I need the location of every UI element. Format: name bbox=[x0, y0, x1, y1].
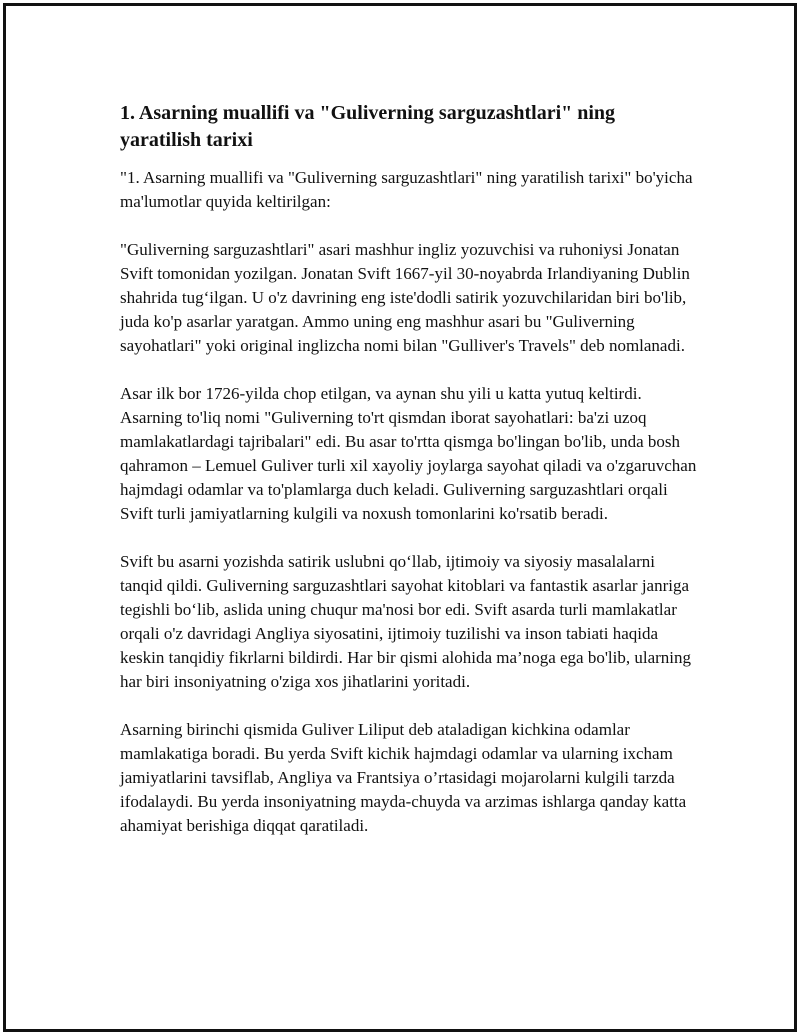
document-body bbox=[120, 100, 700, 862]
paragraph-satire: Svift bu asarni yozishda satirik uslubni qo‘llab, ijtimoiy va siyosiy masalalarni tanqid qildi. Guliverning sarguzashtlari sayohat kitoblari va fantastik asarlar janriga tegishli bo‘lib, aslida uning chuqur ma'nosi bor edi. Svift asarda turli mamlakatlar orqali o'z davridagi Angliya siyosatini, ijtimoiy tuzilishi va inson tabiati haqida keskin tanqidiy fikrlarni bildirdi. Har bir qismi alohida ma’noga ega bo'lib, ularning har biri insoniyatning o'ziga xos jihatlarini yoritadi. bbox=[120, 552, 692, 691]
paragraph-intro: "1. Asarning muallifi va "Guliverning sarguzashtlari" ning yaratilish tarixi" bo'yicha ma'lumotlar quyida keltirilgan: bbox=[120, 168, 693, 211]
page-frame bbox=[3, 3, 797, 1032]
paragraph-lilliput: Asarning birinchi qismida Guliver Liliput deb ataladigan kichkina odamlar mamlakatiga boradi. Bu yerda Svift kichik hajmdagi odamlar va ularning ixcham jamiyatlarini tavsiflab, Angliya va Frantsiya o’rtasidagi mojarolarni kulgili tarzda ifodalaydi. Bu yerda insoniyatning mayda-chuyda va arzimas ishlarga qanday katta ahamiyat berishiga diqqat qaratiladi. bbox=[120, 720, 687, 835]
section-heading: 1. Asarning muallifi va "Guliverning sarguzashtlari" ning yaratilish tarixi bbox=[120, 102, 616, 151]
paragraph-author: "Guliverning sarguzashtlari" asari mashhur ingliz yozuvchisi va ruhoniysi Jonatan Svift tomonidan yozilgan. Jonatan Svift 1667-yil 30-noyabrda Irlandiyaning Dublin shahrida tug‘ilgan. U o'z davrining eng iste'dodli satirik yozuvchilaridan biri bo'lib, juda ko'p asarlar yaratgan. Ammo uning eng mashhur asari bu "Guliverning sayohatlari" yoki original inglizcha nomi bilan "Gulliver's Travels" deb nomlanadi. bbox=[120, 240, 690, 355]
paragraph-publication: Asar ilk bor 1726-yilda chop etilgan, va aynan shu yili u katta yutuq keltirdi. Asarning to'liq nomi "Guliverning to'rt qismdan iborat sayohatlari: ba'zi uzoq mamlakatlardagi tajribalari" edi. Bu asar to'rtta qismga bo'lingan bo'lib, unda bosh qahramon – Lemuel Guliver turli xil xayoliy joylarga sayohat qiladi va o'zgaruvchan hajmdagi odamlar va to'plamlarga duch keladi. Guliverning sarguzashtlari orqali Svift turli jamiyatlarning kulgili va noxush tomonlarini ko'rsatib beradi. bbox=[120, 384, 697, 523]
